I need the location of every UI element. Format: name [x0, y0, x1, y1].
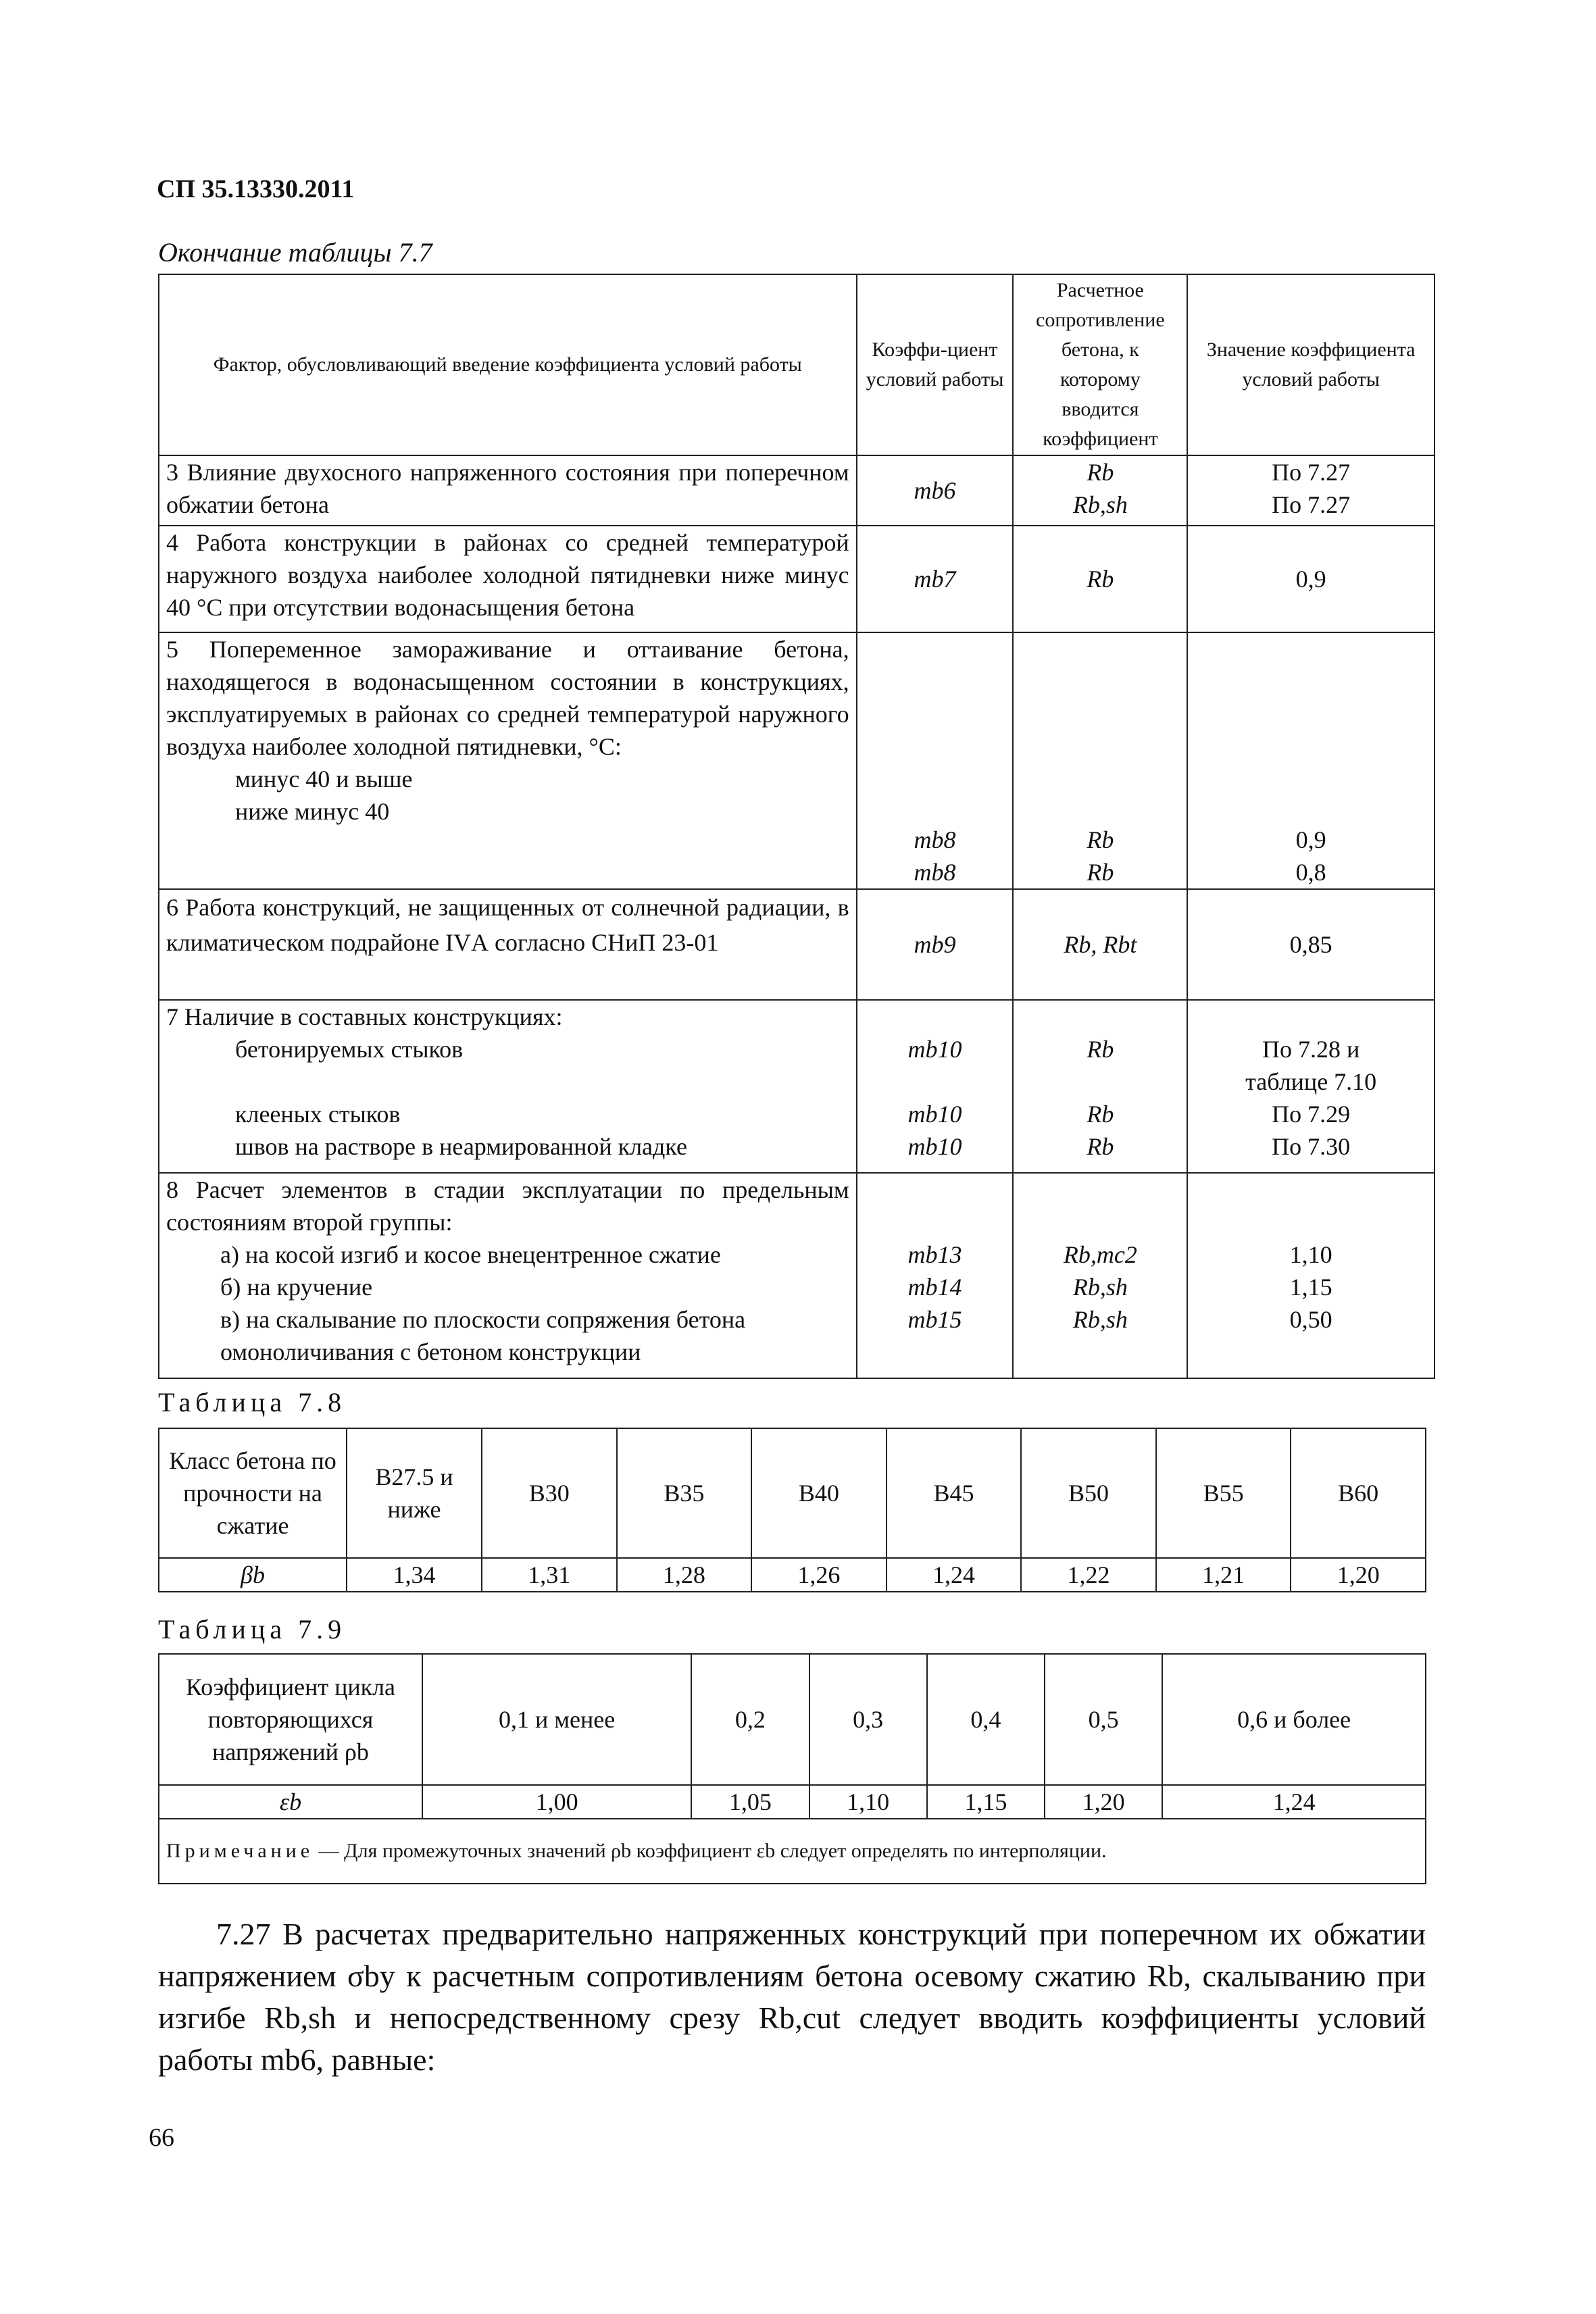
row8-factor [159, 1173, 857, 1378]
t79-note-text: — Для промежуточных значений ρb коэффициент εb следует определять по интерполяции. [314, 1840, 1107, 1862]
t78-class: B55 [1156, 1428, 1291, 1558]
row7-sub3: швов на растворе в неармированной кладке [235, 1133, 687, 1160]
row8-sub3: в) на скалывание по плоскости сопряжения бетона омоноличивания с бетоном конструкции [220, 1306, 746, 1365]
header-coef: Коэффи-циент условий работы [857, 274, 1014, 455]
row8-coef1: mb13 [907, 1241, 962, 1268]
t78-value: 1,21 [1156, 1558, 1291, 1592]
t78-class: B60 [1291, 1428, 1426, 1558]
row5-coef [857, 632, 1014, 889]
table-7-8-class-row [159, 1428, 1426, 1558]
row5-res [1013, 632, 1187, 889]
paragraph-7-27 [158, 1913, 1426, 2081]
row8-text: 8 Расчет элементов в стадии эксплуатации по предельным состояниям второй группы: [166, 1176, 849, 1236]
row7-val1b: таблице 7.10 [1245, 1068, 1377, 1095]
row5-sub2: ниже минус 40 [235, 798, 390, 825]
row4-res: Rb [1013, 526, 1187, 632]
table-row [159, 455, 1435, 526]
row7-val [1187, 1000, 1435, 1173]
table-row [159, 526, 1435, 632]
row3-factor: 3 Влияние двухосного напряженного состояния при поперечном обжатии бетона [159, 455, 857, 526]
t78-class: B40 [751, 1428, 887, 1558]
table-7-9-cycle-row [159, 1654, 1426, 1785]
t79-value: 1,15 [927, 1785, 1045, 1819]
table-7-7-header-row [159, 274, 1435, 455]
row3-val2: По 7.27 [1272, 491, 1351, 518]
table-7-9-eps-row [159, 1785, 1426, 1819]
row6-coef: mb9 [857, 889, 1014, 1000]
row4-coef: mb7 [857, 526, 1014, 632]
table-7-8-beta-row [159, 1558, 1426, 1592]
row8-val2: 1,15 [1289, 1274, 1332, 1301]
row5-coef1: mb8 [914, 826, 956, 853]
row7-res [1013, 1000, 1187, 1173]
t79-value: 1,10 [809, 1785, 927, 1819]
row8-val1: 1,10 [1289, 1241, 1332, 1268]
table-7-8 [158, 1428, 1426, 1592]
row7-res2: Rb [1087, 1101, 1114, 1128]
header-factor: Фактор, обусловливающий введение коэффициента условий работы [159, 274, 857, 455]
row8-coef [857, 1173, 1014, 1378]
t79-cycle: 0,4 [927, 1654, 1045, 1785]
table-7-7 [158, 274, 1435, 1379]
t78-class: B45 [887, 1428, 1022, 1558]
t79-note-label: Примечание [166, 1840, 314, 1862]
row6-factor: 6 Работа конструкций, не защищенных от солнечной радиации, в климатическом подрайоне IVА согласно СНиП 23-01 [159, 889, 857, 1000]
row5-res2: Rb [1087, 859, 1114, 886]
row8-res1: Rb,mc2 [1063, 1241, 1137, 1268]
header-value: Значение коэффициента условий работы [1187, 274, 1435, 455]
t79-cycle: 0,5 [1045, 1654, 1162, 1785]
row7-res3: Rb [1087, 1133, 1114, 1160]
row7-val2: По 7.29 [1272, 1101, 1351, 1128]
paragraph-text: 7.27 В расчетах предварительно напряженных конструкций при поперечном их обжатии напряжением σby к расчетным сопротивлениям бетона осевому сжатию Rb, скалыванию при изгибе Rb,sh и непосредственному срезу Rb,cut следует вводить коэффициенты условий работы mb6, равные: [158, 1917, 1426, 2077]
row5-factor [159, 632, 857, 889]
t79-row-header: Коэффициент цикла повторяющихся напряжений ρb [159, 1654, 422, 1785]
row3-coef: mb6 [857, 455, 1014, 526]
t78-beta-label: βb [159, 1558, 347, 1592]
row7-sub1: бетонируемых стыков [235, 1036, 464, 1063]
t79-value: 1,05 [691, 1785, 809, 1819]
row8-res2: Rb,sh [1072, 1274, 1128, 1301]
t78-value: 1,20 [1291, 1558, 1426, 1592]
row7-factor [159, 1000, 857, 1173]
row7-res1: Rb [1087, 1036, 1114, 1063]
t79-note [159, 1819, 1426, 1884]
table-7-9-caption: Таблица 7.9 [158, 1614, 347, 1644]
row3-val [1187, 455, 1435, 526]
row4-val: 0,9 [1187, 526, 1435, 632]
row7-val3: По 7.30 [1272, 1133, 1351, 1160]
t79-cycle: 0,3 [809, 1654, 927, 1785]
t79-value: 1,00 [422, 1785, 691, 1819]
row5-text: 5 Попеременное замораживание и оттаивание бетона, находящегося в водонасыщенном состоянии в конструкциях, эксплуатируемых в районах со средней температурой наружного воздуха наиболее холодной пятидневки, °С: [166, 636, 849, 760]
t78-value: 1,22 [1021, 1558, 1156, 1592]
t78-value: 1,34 [347, 1558, 482, 1592]
row6-res: Rb, Rbt [1013, 889, 1187, 1000]
t78-value: 1,24 [887, 1558, 1022, 1592]
row6-val: 0,85 [1187, 889, 1435, 1000]
document-header: СП 35.13330.2011 [157, 175, 355, 203]
t79-value: 1,24 [1162, 1785, 1426, 1819]
t78-value: 1,31 [482, 1558, 617, 1592]
t78-value: 1,28 [617, 1558, 752, 1592]
t79-cycle: 0,1 и менее [422, 1654, 691, 1785]
t79-cycle: 0,2 [691, 1654, 809, 1785]
row8-res3: Rb,sh [1072, 1306, 1128, 1333]
table-row [159, 889, 1435, 1000]
t78-row-header: Класс бетона по прочности на сжатие [159, 1428, 347, 1558]
table-row [159, 1000, 1435, 1173]
page-number: 66 [149, 2123, 174, 2152]
row8-val3: 0,50 [1289, 1306, 1332, 1333]
row3-res1: Rb [1087, 459, 1114, 486]
header-resistance: Расчетное сопротивление бетона, к которому вводится коэффициент [1013, 274, 1187, 455]
row3-val1: По 7.27 [1272, 459, 1351, 486]
row8-sub2: б) на кручение [220, 1274, 373, 1301]
row3-res2: Rb,sh [1072, 491, 1128, 518]
row5-val [1187, 632, 1435, 889]
t78-value: 1,26 [751, 1558, 887, 1592]
row5-sub1: минус 40 и выше [235, 765, 413, 793]
row7-val1a: По 7.28 и [1262, 1036, 1360, 1063]
row7-sub2: клееных стыков [235, 1101, 401, 1128]
table-7-7-caption: Окончание таблицы 7.7 [158, 237, 432, 268]
row5-res1: Rb [1087, 826, 1114, 853]
row4-factor: 4 Работа конструкции в районах со средней температурой наружного воздуха наиболее холодной пятидневки ниже минус 40 °С при отсутствии водонасыщения бетона [159, 526, 857, 632]
row7-coef1: mb10 [907, 1036, 962, 1063]
row3-res [1013, 455, 1187, 526]
row8-res [1013, 1173, 1187, 1378]
t79-eps-label: εb [159, 1785, 422, 1819]
t78-class: B30 [482, 1428, 617, 1558]
t78-class: B27.5 и ниже [347, 1428, 482, 1558]
table-7-9 [158, 1653, 1426, 1884]
t78-class: B35 [617, 1428, 752, 1558]
row5-val2: 0,8 [1295, 859, 1326, 886]
row5-coef2: mb8 [914, 859, 956, 886]
table-7-9-note-row [159, 1819, 1426, 1884]
t79-value: 1,20 [1045, 1785, 1162, 1819]
row7-coef2: mb10 [907, 1101, 962, 1128]
table-row [159, 1173, 1435, 1378]
row8-val [1187, 1173, 1435, 1378]
row8-sub1: а) на косой изгиб и косое внецентренное сжатие [220, 1241, 721, 1268]
row7-coef [857, 1000, 1014, 1173]
t78-class: B50 [1021, 1428, 1156, 1558]
row7-coef3: mb10 [907, 1133, 962, 1160]
t79-cycle: 0,6 и более [1162, 1654, 1426, 1785]
row5-val1: 0,9 [1295, 826, 1326, 853]
row7-text: 7 Наличие в составных конструкциях: [166, 1003, 563, 1030]
table-row [159, 632, 1435, 889]
row8-coef2: mb14 [907, 1274, 962, 1301]
row8-coef3: mb15 [907, 1306, 962, 1333]
table-7-8-caption: Таблица 7.8 [158, 1387, 347, 1417]
